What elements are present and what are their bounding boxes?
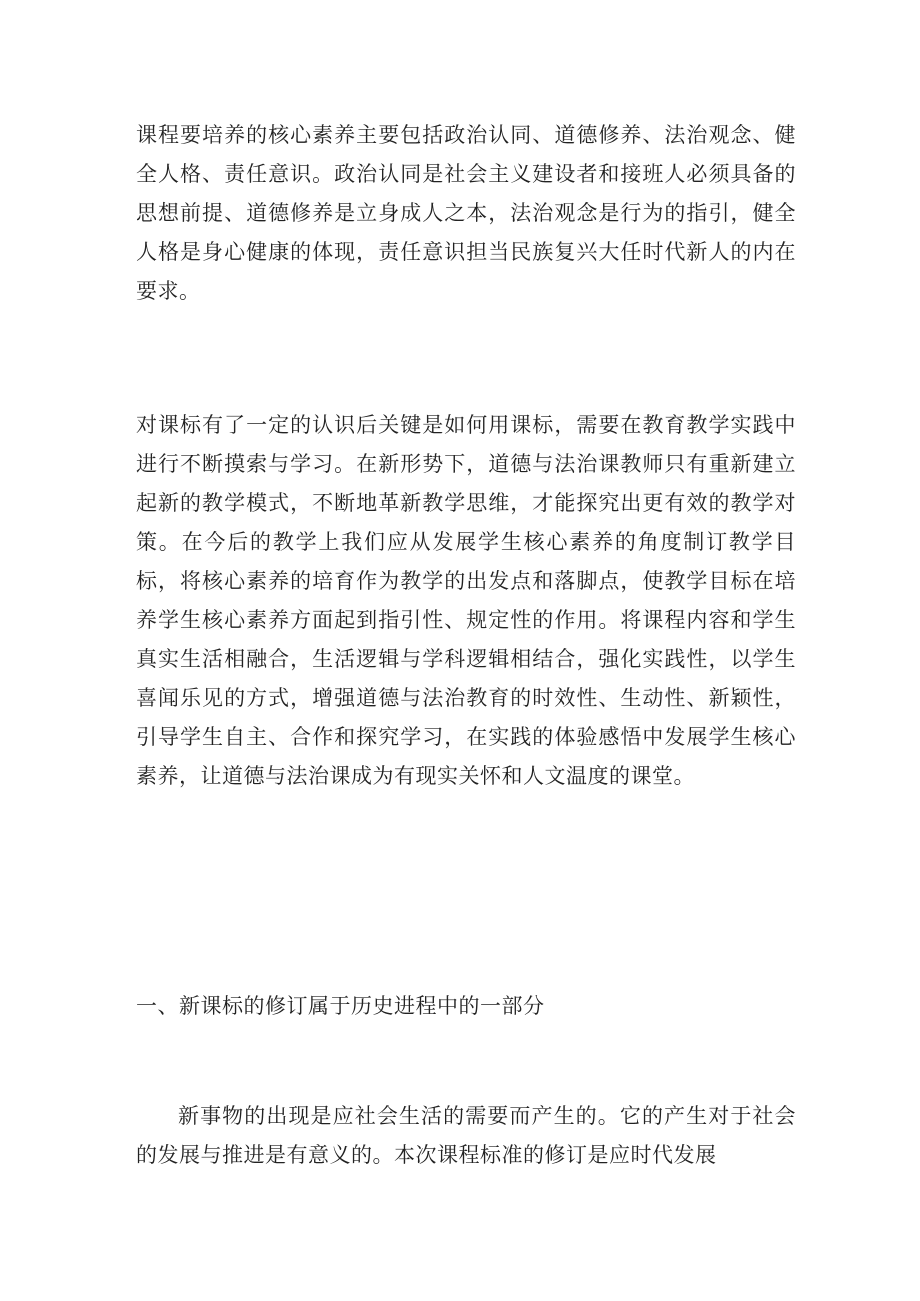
section-heading: 一、新课标的修订属于历史进程中的一部分: [136, 994, 545, 1018]
section-paragraph: 新事物的出现是应社会生活的需要而产生的。它的产生对于社会的发展与推进是有意义的。本次课程标准的修订是应时代发展: [136, 1104, 796, 1167]
paragraph-using-curriculum-standards: 对课标有了一定的认识后关键是如何用课标，需要在教育教学实践中进行不断摸索与学习。在新形势下，道德与法治课教师只有重新建立起新的教学模式，不断地革新教学思维，才能探究出更有效的教学对策。在今后的教学上我们应从发展学生核心素养的角度制订教学目标，将核心素养的培育作为教学的出发点和落脚点，使教学目标在培养学生核心素养方面起到指引性、规定性的作用。将课程内容和学生真实生活相融合，生活逻辑与学科逻辑相结合，强化实践性，以学生喜闻乐见的方式，增强道德与法治教育的时效性、生动性、新颖性，引导学生自主、合作和探究学习，在实践的体验感悟中发展学生核心素养，让道德与法治课成为有现实关怀和人文温度的课堂。: [136, 413, 796, 788]
paragraph-core-literacy: 课程要培养的核心素养主要包括政治认同、道德修养、法治观念、健全人格、责任意识。政治认同是社会主义建设者和接班人必须具备的思想前提、道德修养是立身成人之本，法治观念是行为的指引，健全人格是身心健康的体现，责任意识担当民族复兴大任时代新人的内在要求。: [136, 123, 796, 303]
